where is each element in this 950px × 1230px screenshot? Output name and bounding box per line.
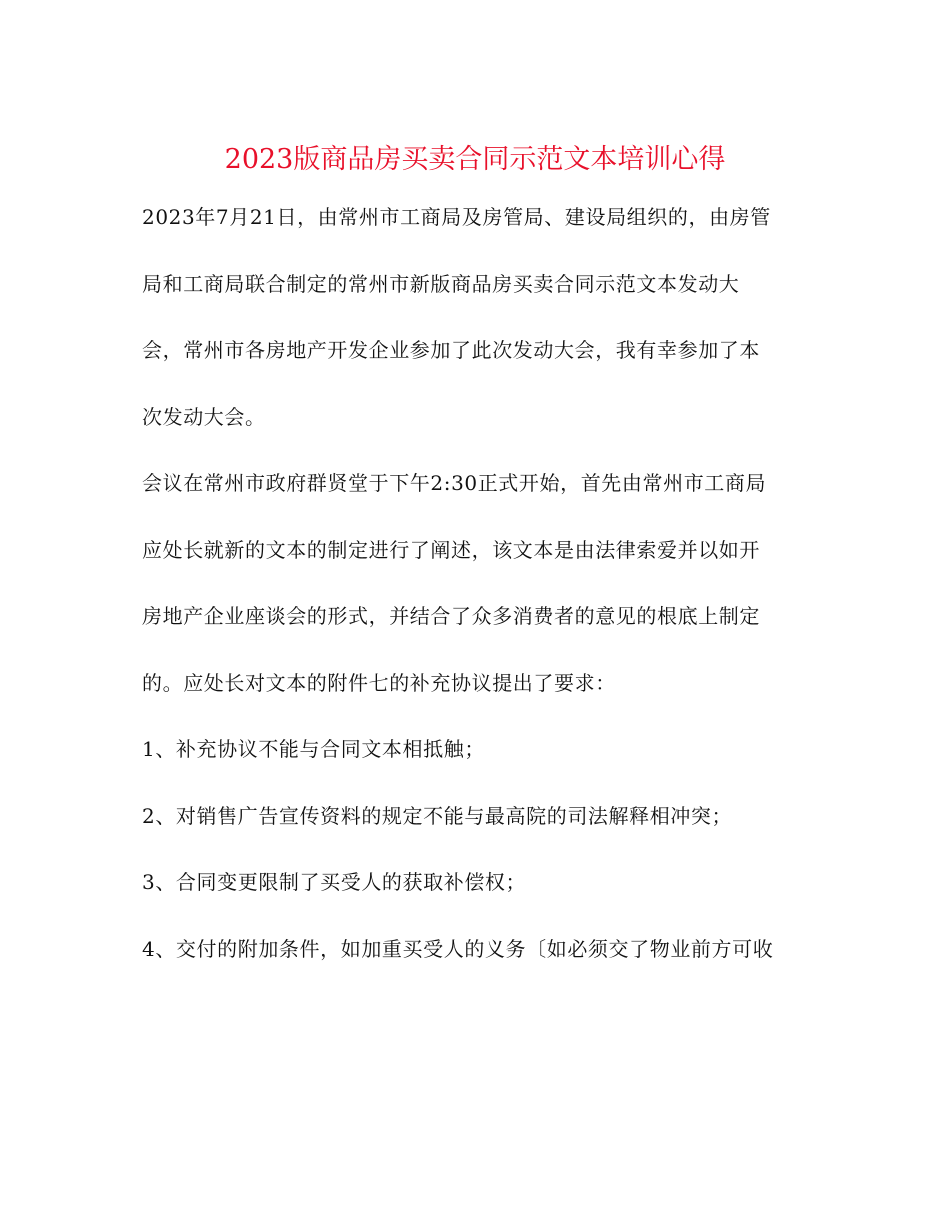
body-line-6: 应处长就新的文本的制定进行了阐述，该文本是由法律索爱并以如开 [142, 537, 760, 562]
body-line-5: 会议在常州市政府群贤堂于下午2:30正式开始，首先由常州市工商局 [142, 471, 767, 495]
list-item-2: 2、对销售广告宣传资料的规定不能与最高院的司法解释相冲突； [142, 803, 733, 828]
body-line-4: 次发动大会。 [142, 404, 266, 429]
list-item-4: 4、交付的附加条件，如加重买受人的义务〔如必须交了物业前方可收 [142, 936, 774, 961]
body-line-7: 房地产企业座谈会的形式，并结合了众多消费者的意见的根底上制定 [142, 604, 760, 628]
list-item-3: 3、合同变更限制了买受人的获取补偿权； [142, 870, 527, 894]
body-line-1: 2023年7月21日，由常州市工商局及房管局、建设局组织的，由房管 [142, 205, 771, 229]
document-body [142, 184, 812, 982]
body-line-8: 的。应处长对文本的附件七的补充协议提出了要求： [142, 670, 616, 695]
body-line-2: 局和工商局联合制定的常州市新版商品房买卖合同示范文本发动大 [142, 271, 740, 296]
body-line-3: 会，常州市各房地产开发企业参加了此次发动大会，我有幸参加了本 [142, 338, 760, 362]
document-title: 2023版商品房买卖合同示范文本培训心得 [224, 144, 726, 175]
list-item-1: 1、补充协议不能与合同文本相抵触； [142, 737, 485, 761]
